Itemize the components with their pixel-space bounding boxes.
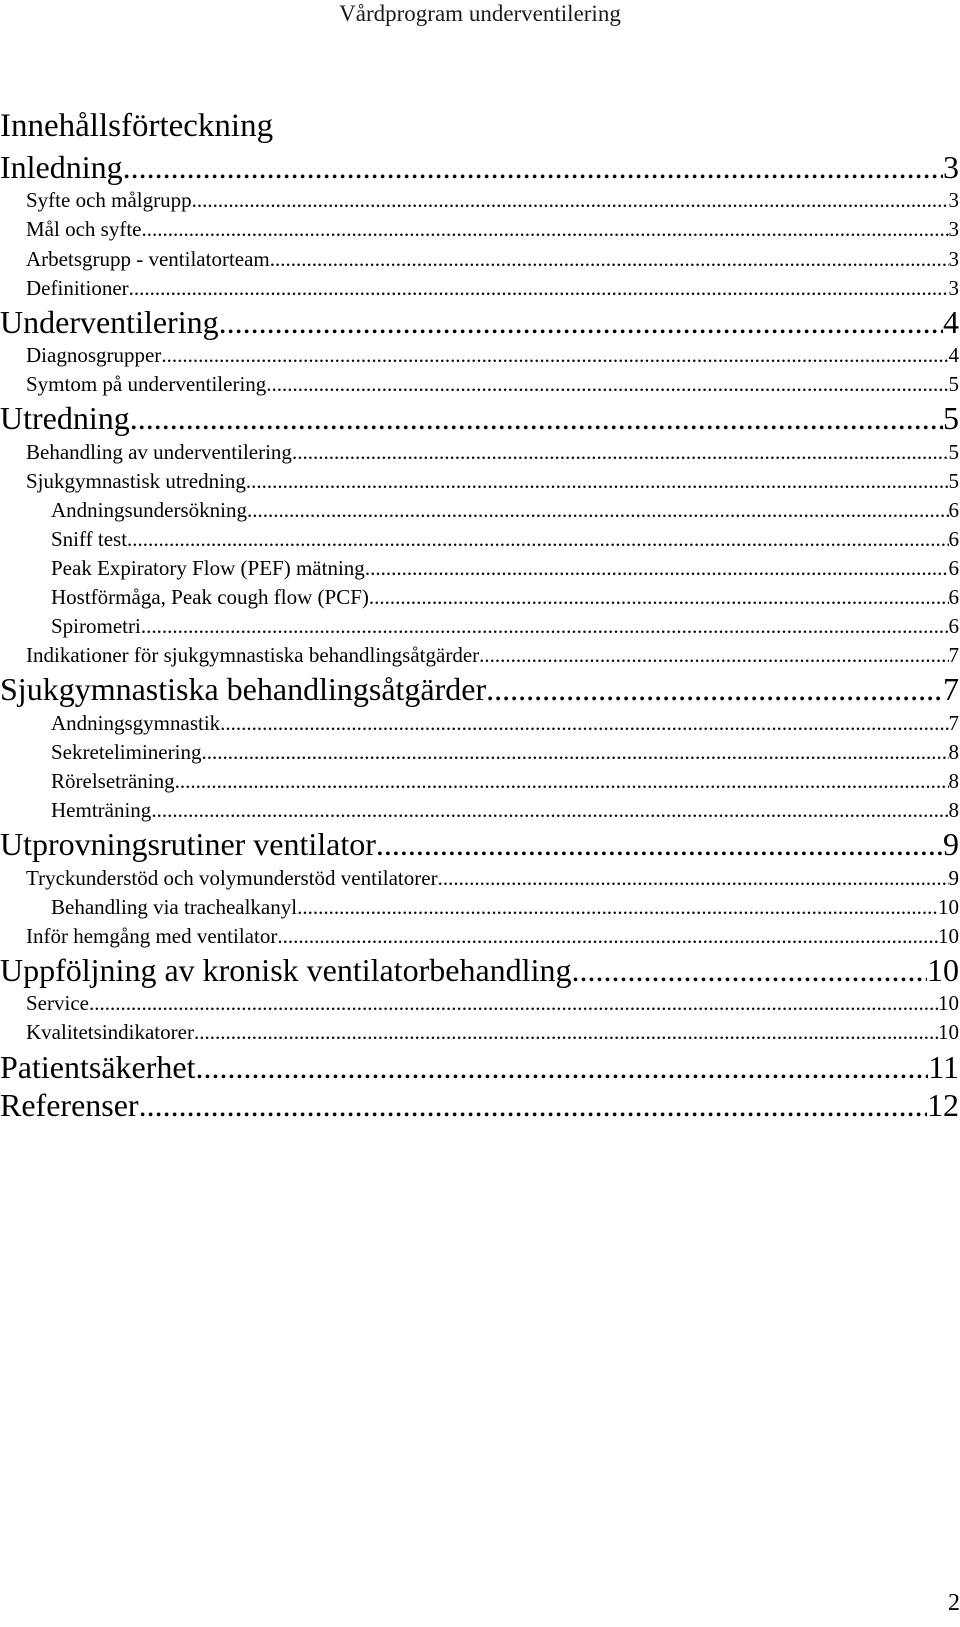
table-of-contents <box>0 148 959 1124</box>
dot-leader <box>479 641 948 670</box>
toc-entry-page: 9 <box>948 865 959 890</box>
toc-entry[interactable] <box>0 612 959 641</box>
toc-entry[interactable] <box>0 670 959 708</box>
toc-entry-page: 12 <box>927 1086 959 1123</box>
toc-entry-page: 10 <box>938 923 959 948</box>
toc-entry[interactable] <box>0 989 959 1018</box>
toc-entry-page: 9 <box>943 826 959 863</box>
toc-entry[interactable] <box>0 709 959 738</box>
dot-leader <box>266 370 948 399</box>
toc-entry-page: 3 <box>948 275 959 300</box>
toc-entry[interactable] <box>0 738 959 767</box>
toc-entry[interactable] <box>0 467 959 496</box>
toc-entry-page: 7 <box>948 643 959 668</box>
toc-entry-label: Peak Expiratory Flow (PEF) mätning <box>51 556 365 581</box>
toc-entry-label: Syfte och målgrupp <box>26 188 192 213</box>
toc-entry[interactable] <box>0 641 959 670</box>
toc-entry-page: 10 <box>927 951 959 988</box>
toc-entry-label: Sjukgymnastisk utredning <box>26 468 246 493</box>
toc-entry-page: 10 <box>938 991 959 1016</box>
toc-entry[interactable] <box>0 438 959 467</box>
dot-leader <box>246 467 949 496</box>
toc-entry-label: Andningsundersökning <box>51 497 247 522</box>
toc-entry-label: Hostförmåga, Peak cough flow (PCF) <box>51 585 369 610</box>
toc-entry[interactable] <box>0 1086 959 1124</box>
toc-entry-page: 6 <box>948 497 959 522</box>
dot-leader <box>297 893 938 922</box>
toc-entry-label: Uppföljning av kronisk ventilatorbehandling <box>0 951 572 988</box>
toc-entry-page: 11 <box>928 1048 959 1085</box>
dot-leader <box>270 245 949 274</box>
toc-entry-label: Sjukgymnastiska behandlingsåtgärder <box>0 671 487 708</box>
dot-leader <box>195 1048 928 1086</box>
toc-entry-page: 6 <box>948 527 959 552</box>
toc-entry-label: Inför hemgång med ventilator <box>26 923 278 948</box>
toc-entry[interactable] <box>0 496 959 525</box>
toc-entry[interactable] <box>0 864 959 893</box>
toc-entry-label: Definitioner <box>26 275 129 300</box>
toc-entry-page: 5 <box>948 468 959 493</box>
toc-entry[interactable] <box>0 796 959 825</box>
toc-entry[interactable] <box>0 215 959 244</box>
toc-entry-label: Utredning <box>0 400 130 437</box>
toc-entry[interactable] <box>0 951 959 989</box>
dot-leader <box>376 825 943 863</box>
toc-entry-page: 10 <box>938 1020 959 1045</box>
toc-entry-label: Behandling av underventilering <box>26 439 292 464</box>
dot-leader <box>365 554 949 583</box>
toc-entry[interactable] <box>0 399 959 437</box>
toc-entry-label: Kvalitetsindikatorer <box>26 1020 194 1045</box>
dot-leader <box>161 341 948 370</box>
dot-leader <box>129 274 949 303</box>
toc-entry[interactable] <box>0 525 959 554</box>
toc-entry[interactable] <box>0 922 959 951</box>
dot-leader <box>369 583 949 612</box>
toc-entry-page: 6 <box>948 556 959 581</box>
dot-leader <box>277 922 938 951</box>
toc-entry[interactable] <box>0 583 959 612</box>
toc-entry-page: 6 <box>948 585 959 610</box>
page-number: 2 <box>948 1590 960 1616</box>
toc-entry-label: Service <box>26 991 89 1016</box>
toc-entry-page: 4 <box>943 303 959 340</box>
dot-leader <box>141 612 949 641</box>
dot-leader <box>192 186 949 215</box>
toc-entry[interactable] <box>0 825 959 863</box>
dot-leader <box>139 1086 927 1124</box>
toc-entry-label: Arbetsgrupp - ventilatorteam <box>26 246 270 271</box>
toc-entry-label: Indikationer för sjukgymnastiska behandlingsåtgärder <box>26 643 480 668</box>
toc-entry-page: 4 <box>948 343 959 368</box>
toc-entry-label: Symtom på underventilering <box>26 372 267 397</box>
toc-entry-label: Andningsgymnastik <box>51 710 221 735</box>
dot-leader <box>89 989 938 1018</box>
toc-entry[interactable] <box>0 370 959 399</box>
running-header: Vårdprogram underventilering <box>339 1 621 26</box>
toc-entry-label: Utprovningsrutiner ventilator <box>0 826 376 863</box>
toc-entry-label: Inledning <box>0 149 123 185</box>
dot-leader <box>219 303 943 341</box>
toc-title: Innehållsförteckning <box>0 108 274 144</box>
toc-entry-page: 8 <box>948 798 959 823</box>
toc-entry[interactable] <box>0 186 959 215</box>
toc-entry-page: 3 <box>948 246 959 271</box>
toc-entry[interactable] <box>0 274 959 303</box>
toc-entry-label: Hemträning <box>51 798 152 823</box>
dot-leader <box>247 496 949 525</box>
toc-entry-label: Sniff test <box>51 527 128 552</box>
toc-entry-label: Rörelseträning <box>51 769 175 794</box>
dot-leader <box>175 767 949 796</box>
dot-leader <box>486 670 943 708</box>
toc-entry-label: Referenser <box>0 1086 139 1123</box>
toc-entry-page: 5 <box>948 439 959 464</box>
toc-entry-label: Patientsäkerhet <box>0 1048 196 1085</box>
dot-leader <box>151 796 948 825</box>
toc-entry-page: 8 <box>948 769 959 794</box>
dot-leader <box>571 951 927 989</box>
toc-entry-label: Spirometri <box>51 614 141 639</box>
toc-entry-page: 8 <box>948 739 959 764</box>
toc-entry-page: 5 <box>943 400 959 437</box>
toc-entry[interactable] <box>0 148 959 186</box>
toc-entry-page: 7 <box>948 710 959 735</box>
toc-entry-page: 3 <box>948 188 959 213</box>
toc-entry-page: 7 <box>943 671 959 708</box>
toc-entry-label: Sekreteliminering <box>51 739 202 764</box>
toc-entry-page: 3 <box>948 217 959 242</box>
toc-entry-page: 3 <box>943 149 959 185</box>
toc-entry[interactable] <box>0 341 959 370</box>
dot-leader <box>127 525 948 554</box>
dot-leader <box>220 709 948 738</box>
toc-entry[interactable] <box>0 1048 959 1086</box>
toc-entry-page: 6 <box>948 614 959 639</box>
toc-entry-page: 10 <box>938 894 959 919</box>
dot-leader <box>292 438 949 467</box>
toc-entry-label: Behandling via trachealkanyl <box>51 894 298 919</box>
toc-entry[interactable] <box>0 245 959 274</box>
dot-leader <box>438 864 949 893</box>
toc-entry-label: Tryckunderstöd och volymunderstöd ventilatorer <box>26 865 438 890</box>
toc-entry[interactable] <box>0 893 959 922</box>
dot-leader <box>194 1018 938 1047</box>
toc-entry-label: Mål och syfte <box>26 217 142 242</box>
dot-leader <box>130 399 943 437</box>
dot-leader <box>123 148 943 186</box>
dot-leader <box>141 215 948 244</box>
toc-entry[interactable] <box>0 767 959 796</box>
toc-entry[interactable] <box>0 303 959 341</box>
dot-leader <box>201 738 948 767</box>
toc-entry-label: Underventilering <box>0 303 219 340</box>
toc-entry[interactable] <box>0 1018 959 1047</box>
toc-entry-page: 5 <box>948 372 959 397</box>
toc-entry[interactable] <box>0 554 959 583</box>
toc-entry-label: Diagnosgrupper <box>26 343 162 368</box>
